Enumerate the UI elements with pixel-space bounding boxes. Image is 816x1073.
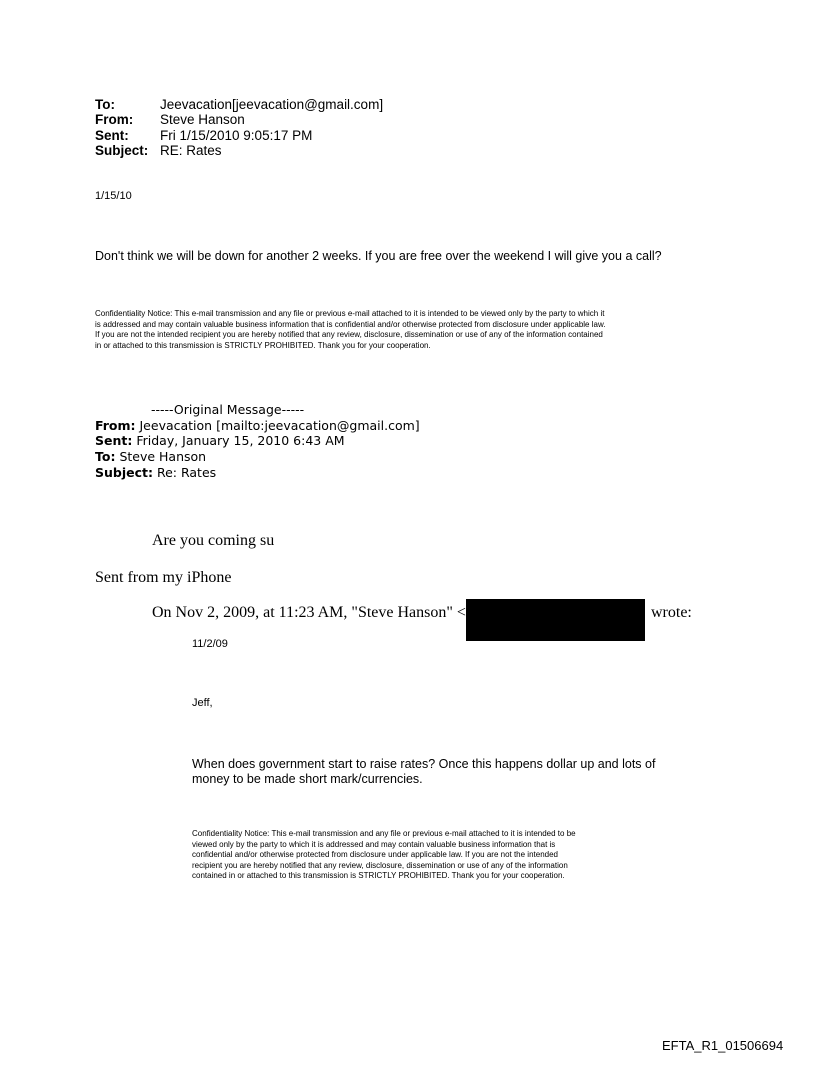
original-subject-label: Subject: — [95, 465, 153, 480]
sent-label: Sent: — [95, 128, 129, 143]
original-to-value: Steve Hanson — [119, 449, 207, 464]
confidentiality-line: viewed only by the party to which it is addressed and may contain valuable business information that is — [192, 839, 556, 849]
original-sent-line — [95, 433, 345, 449]
original-from-line — [95, 418, 420, 434]
confidentiality-line: contained in or attached to this transmission is STRICTLY PROHIBITED. Thank you for your cooperation. — [192, 871, 565, 880]
subject-label: Subject: — [95, 143, 149, 158]
original-sent-label: Sent: — [95, 433, 133, 448]
reply-date: 1/15/10 — [95, 190, 132, 202]
original-signature: Sent from my iPhone — [95, 569, 232, 586]
document-id: EFTA_R1_01506694 — [662, 1038, 784, 1053]
original-message-divider: -----Original Message----- — [151, 402, 305, 417]
original-from-value: Jeevacation [mailto:jeevacation@gmail.com] — [139, 418, 420, 433]
confidentiality-line: If you are not the intended recipient you are hereby notified that any review, disclosure, dissemination or use of any of the information contained — [95, 330, 603, 339]
subject-value: RE: Rates — [160, 143, 222, 158]
from-value: Steve Hanson — [160, 112, 245, 127]
confidentiality-line: confidential and/or otherwise protected from disclosure under applicable law. If you are not the intended — [192, 850, 558, 859]
confidentiality-line: in or attached to this transmission is STRICTLY PROHIBITED. Thank you for your cooperation. — [95, 340, 431, 350]
quoted-body-line: When does government start to raise rates? Once this happens dollar up and lots of — [192, 757, 656, 771]
original-subject-value: Re: Rates — [156, 465, 217, 480]
reply-confidentiality-notice — [95, 309, 735, 351]
original-to-line — [95, 449, 206, 465]
original-to-label: To: — [95, 449, 116, 464]
original-body: Are you coming su — [152, 532, 275, 549]
reply-body: Don't think we will be down for another 2 weeks. If you are free over the weekend I will give you a call? — [95, 249, 662, 263]
confidentiality-line: is addressed and may contain valuable business information that is confidential and/or otherwise protected from disclosure under applicable law. — [95, 319, 606, 329]
quote-intro-end: wrote: — [651, 604, 692, 621]
quoted-greeting: Jeff, — [192, 697, 213, 709]
quote-intro — [152, 604, 466, 622]
original-sent-value: Friday, January 15, 2010 6:43 AM — [136, 433, 345, 448]
redaction-box — [466, 599, 645, 641]
confidentiality-line: Confidentiality Notice: This e-mail transmission and any file or previous e-mail attached to it is intended to be — [192, 829, 576, 838]
original-from-label: From: — [95, 418, 136, 433]
quoted-date: 11/2/09 — [192, 638, 228, 650]
from-label: From: — [95, 112, 134, 127]
quoted-body — [192, 757, 655, 786]
confidentiality-line: recipient you are hereby notified that any review, disclosure, dissemination or use of any of the information — [192, 860, 568, 870]
to-value: Jeevacation[jeevacation@gmail.com] — [160, 97, 384, 112]
sent-value: Fri 1/15/2010 9:05:17 PM — [160, 128, 313, 143]
original-subject-line — [95, 465, 216, 481]
quoted-body-line: money to be made short mark/currencies. — [192, 771, 423, 786]
quote-intro-start: On Nov 2, 2009, at 11:23 AM, "Steve Hanson" < — [152, 604, 466, 621]
confidentiality-line: Confidentiality Notice: This e-mail transmission and any file or previous e-mail attached to it is intended to be viewed only by the party to which it — [95, 309, 605, 318]
to-label: To: — [95, 97, 115, 112]
quoted-confidentiality-notice — [192, 829, 672, 882]
